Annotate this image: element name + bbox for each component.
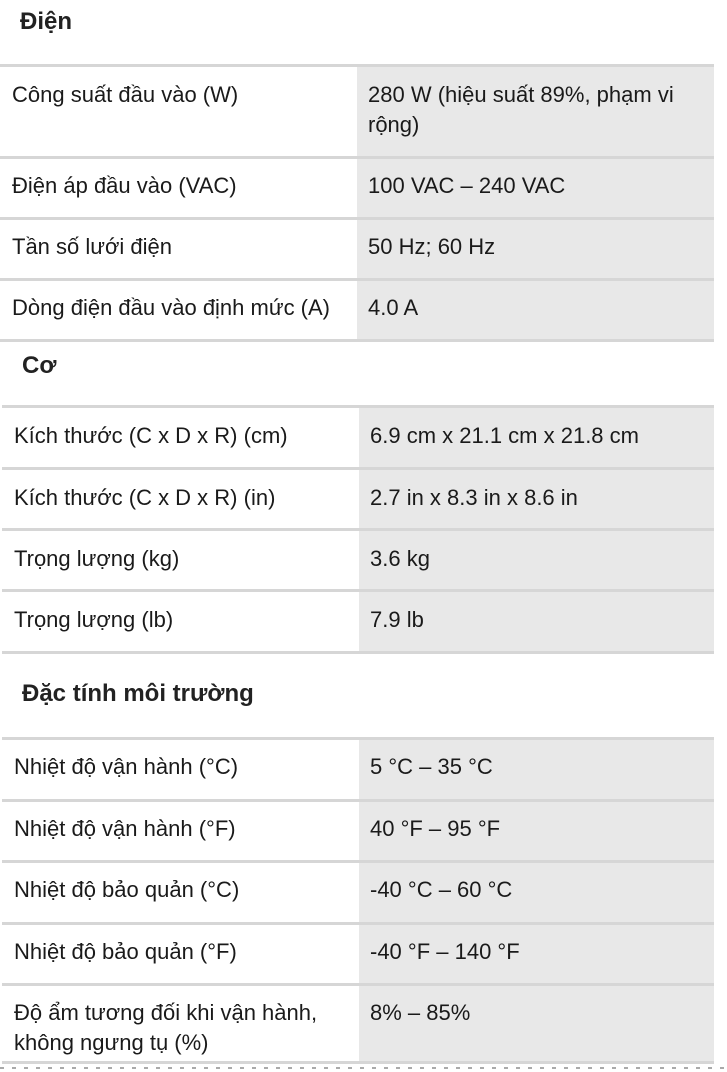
- spec-value: 6.9 cm x 21.1 cm x 21.8 cm: [359, 407, 714, 469]
- spec-label: Trọng lượng (kg): [2, 530, 359, 591]
- table-row: [0, 66, 714, 158]
- table-row: [0, 158, 714, 219]
- spec-label: Độ ẩm tương đối khi vận hành, không ngưng tụ (%): [2, 985, 359, 1063]
- section-title-mechanical: Cơ: [22, 352, 57, 379]
- spec-label: Nhiệt độ vận hành (°F): [2, 801, 359, 862]
- spec-label: Kích thước (C x D x R) (in): [2, 469, 359, 530]
- table-row: [2, 407, 714, 469]
- table-row: [0, 280, 714, 341]
- environmental-spec-table: [2, 737, 714, 1064]
- spec-label: Trọng lượng (lb): [2, 591, 359, 653]
- spec-label: Nhiệt độ bảo quản (°F): [2, 924, 359, 985]
- spec-value: 5 °C – 35 °C: [359, 739, 714, 801]
- electrical-spec-table: [0, 64, 714, 342]
- spec-value: 100 VAC – 240 VAC: [357, 158, 714, 219]
- spec-label: Nhiệt độ bảo quản (°C): [2, 862, 359, 924]
- cropped-footer-text: [0, 1064, 727, 1072]
- table-row: [2, 469, 714, 530]
- section-title-environmental: Đặc tính môi trường: [22, 680, 254, 707]
- spec-value: -40 °C – 60 °C: [359, 862, 714, 924]
- spec-label: Kích thước (C x D x R) (cm): [2, 407, 359, 469]
- spec-value: 7.9 lb: [359, 591, 714, 653]
- spec-value: -40 °F – 140 °F: [359, 924, 714, 985]
- table-row: [0, 219, 714, 280]
- table-row: [2, 530, 714, 591]
- spec-label: Tần số lưới điện: [0, 219, 357, 280]
- spec-value: 3.6 kg: [359, 530, 714, 591]
- section-title-electrical: Điện: [20, 8, 73, 35]
- spec-value: 4.0 A: [357, 280, 714, 341]
- spec-value: 50 Hz; 60 Hz: [357, 219, 714, 280]
- spec-label: Công suất đầu vào (W): [0, 66, 357, 158]
- table-row: [2, 739, 714, 801]
- spec-value: 280 W (hiệu suất 89%, phạm vi rộng): [357, 66, 714, 158]
- spec-label: Điện áp đầu vào (VAC): [0, 158, 357, 219]
- spec-value: 40 °F – 95 °F: [359, 801, 714, 862]
- table-row: [2, 985, 714, 1063]
- spec-value: 2.7 in x 8.3 in x 8.6 in: [359, 469, 714, 530]
- table-row: [2, 591, 714, 653]
- table-row: [2, 801, 714, 862]
- table-row: [2, 862, 714, 924]
- spec-label: Nhiệt độ vận hành (°C): [2, 739, 359, 801]
- table-row: [2, 924, 714, 985]
- mechanical-spec-table: [2, 405, 714, 654]
- spec-label: Dòng điện đầu vào định mức (A): [0, 280, 357, 341]
- spec-value: 8% – 85%: [359, 985, 714, 1063]
